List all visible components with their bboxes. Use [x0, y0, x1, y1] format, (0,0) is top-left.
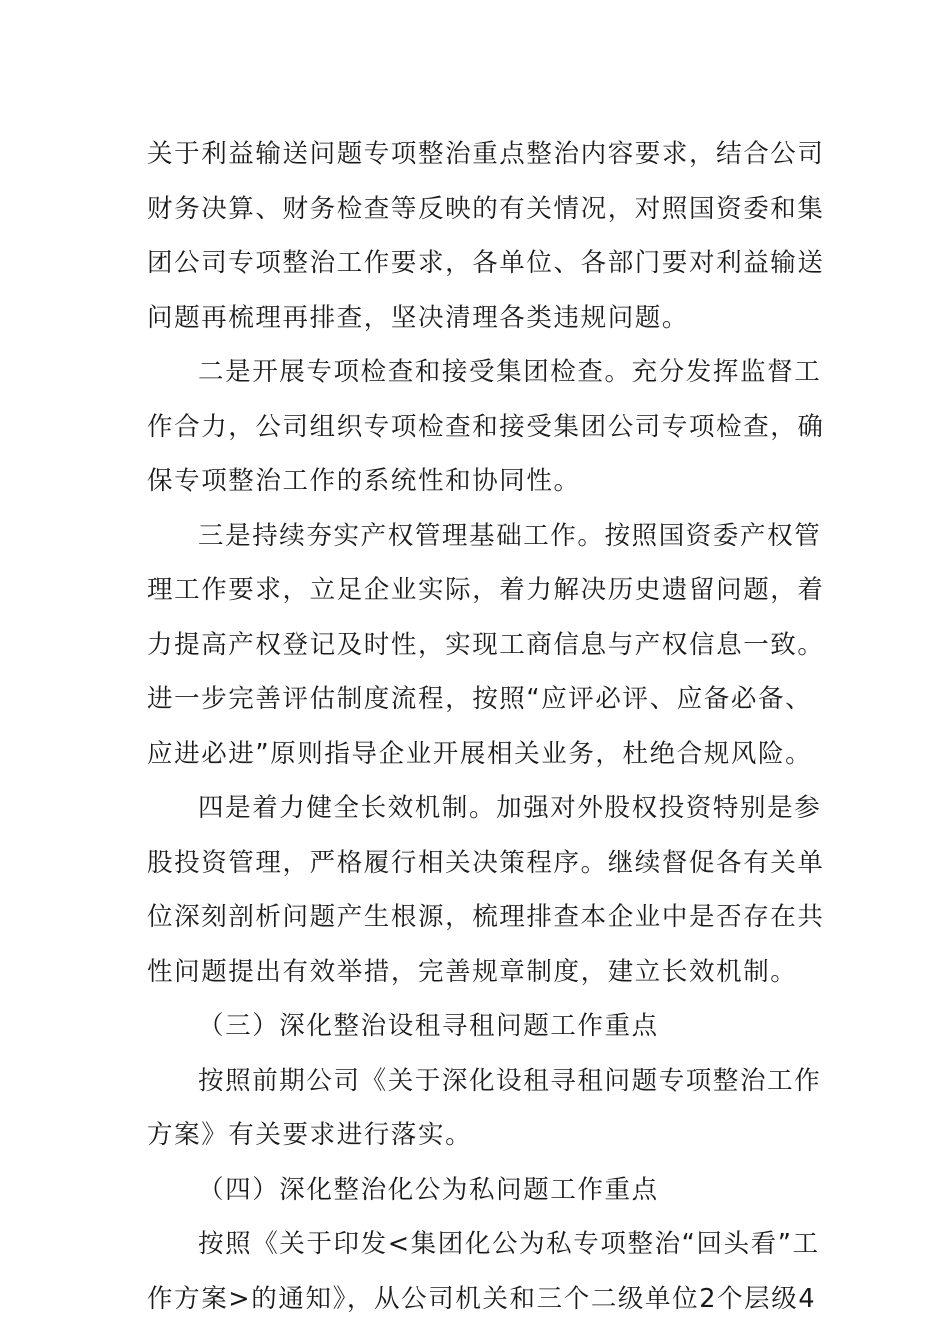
text-line: 力提高产权登记及时性，实现工商信息与产权信息一致。	[147, 629, 825, 660]
section-heading: （三）深化整治设租寻租问题工作重点	[198, 1011, 659, 1041]
text-line: 方案》有关要求进行落实。	[147, 1120, 473, 1150]
text-line: 股投资管理，严格履行相关决策程序。继续督促各有关单	[147, 847, 825, 878]
text-line: 保专项整治工作的系统性和协同性。	[147, 466, 581, 496]
text-line: 关于利益输送问题专项整治重点整治内容要求，结合公司	[147, 139, 825, 169]
paragraph-special-inspection	[147, 345, 825, 509]
text-line: 二是开展专项检查和接受集团检查。充分发挥监督工	[198, 357, 822, 387]
section-heading-3	[147, 999, 807, 1054]
paragraph-long-term-mechanism	[147, 781, 825, 999]
text-line: 作方案>的通知》，从公司机关和三个二级单位2个层级4	[147, 1283, 817, 1314]
text-line: 问题再梳理再排查，坚决清理各类违规问题。	[147, 302, 690, 333]
text-line: 应进必进”原则指导企业开展相关业务，杜绝合规风险。	[147, 738, 813, 769]
text-line: 性问题提出有效举措，完善规章制度，建立长效机制。	[147, 956, 798, 987]
text-line: 作合力，公司组织专项检查和接受集团公司专项检查，确	[147, 411, 825, 442]
section-heading: （四）深化整治化公为私问题工作重点	[198, 1174, 659, 1205]
document-body	[147, 127, 825, 1326]
paragraph-continuation	[147, 127, 825, 345]
text-line: 团公司专项整治工作要求，各单位、各部门要对利益输送	[147, 248, 825, 278]
paragraph-public-for-private	[147, 1217, 820, 1326]
text-line: 按照《关于印发<集团化公为私专项整治“回头看”工	[198, 1229, 820, 1259]
text-line: 财务决算、财务检查等反映的有关情况，对照国资委和集	[147, 193, 825, 224]
section-heading-4	[147, 1163, 807, 1218]
text-line: 按照前期公司《关于深化设租寻租问题专项整治工作	[198, 1065, 822, 1096]
paragraph-property-rights	[147, 509, 825, 782]
text-line: 理工作要求，立足企业实际，着力解决历史遗留问题，着	[147, 575, 825, 605]
text-line: 位深刻剖析问题产生根源，梳理排查本企业中是否存在共	[147, 902, 825, 932]
text-line: 四是着力健全长效机制。加强对外股权投资特别是参	[198, 793, 822, 823]
text-line: 进一步完善评估制度流程，按照“应评必评、应备必备、	[147, 684, 813, 714]
paragraph-rent-seeking	[147, 1054, 822, 1163]
text-line: 三是持续夯实产权管理基础工作。按照国资委产权管	[198, 520, 822, 551]
